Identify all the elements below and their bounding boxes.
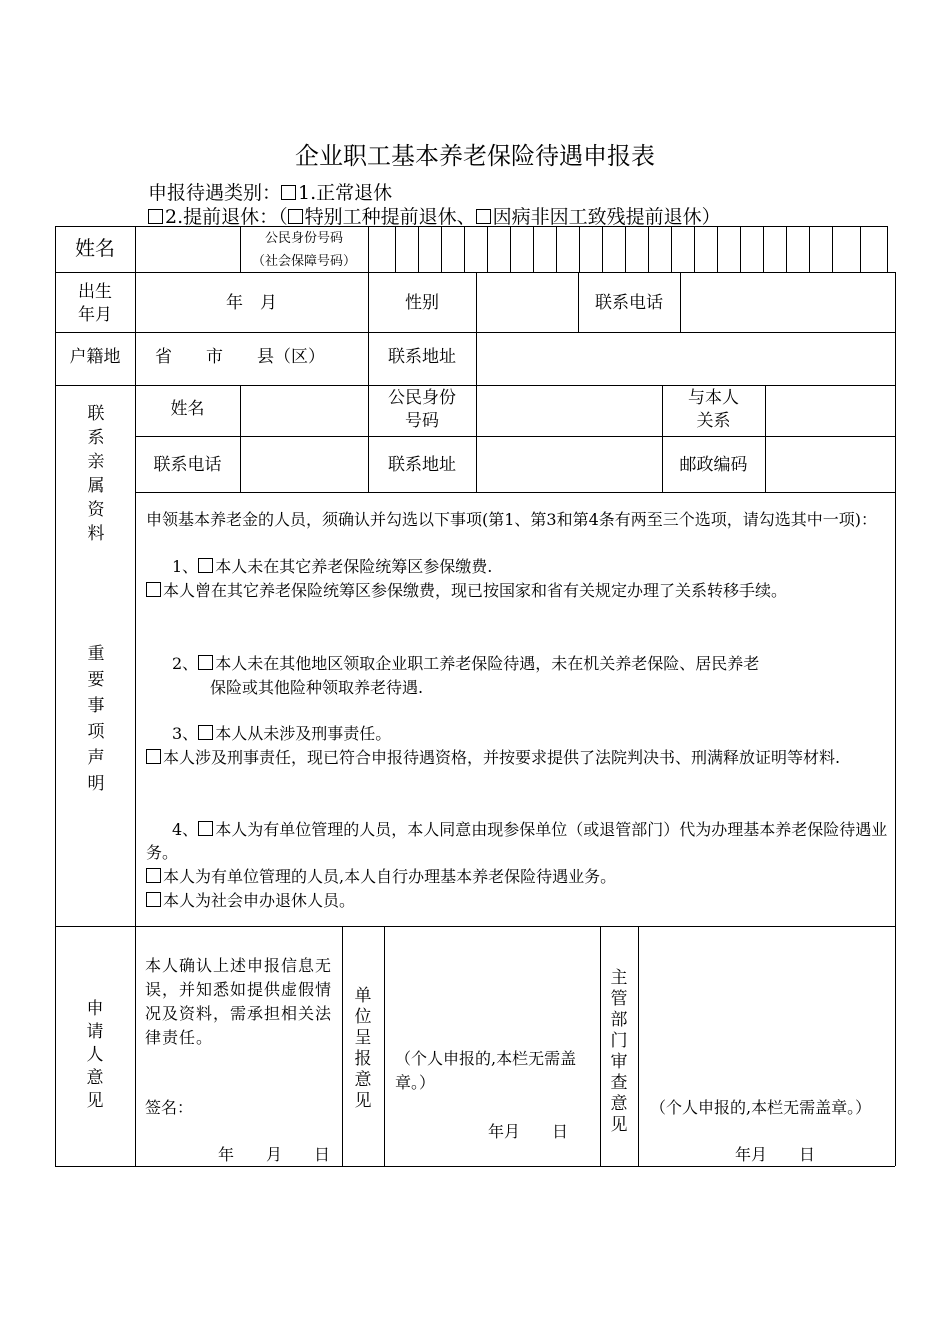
applicant-opinion-label: 申请人意见: [86, 999, 104, 1111]
name-input[interactable]: [136, 227, 239, 271]
checkbox-item-1b[interactable]: [146, 582, 161, 597]
relationship-label-1: 与本人: [688, 388, 739, 408]
contact-address-label: 联系地址: [388, 347, 456, 367]
item-2a-text: 本人未在其他地区领取企业职工养老保险待遇，未在机关养老保险、居民养老: [215, 654, 760, 673]
id-number-input[interactable]: [369, 227, 887, 271]
relative-id-label-2: 号码: [405, 411, 439, 431]
huji-label: 户籍地: [69, 347, 121, 367]
relative-address-input[interactable]: [477, 437, 661, 491]
item-1b-text: 本人曾在其它养老保险统筹区参保缴费，现已按国家和省有关规定办理了关系转移手续。: [163, 581, 788, 600]
item-3-number: 3、: [172, 724, 199, 743]
dept-date: 年月 日: [735, 1145, 816, 1164]
contact-address-input[interactable]: [477, 333, 894, 384]
postcode-label: 邮政编码: [679, 455, 748, 475]
item-4b: [146, 865, 616, 888]
item-2b-text: 保险或其他险种领取养老待遇.: [210, 678, 424, 697]
category-line-1: [148, 178, 392, 205]
applicant-date: 年 月 日: [218, 1145, 331, 1164]
relative-address-label: 联系地址: [388, 455, 456, 475]
name-label: 姓名: [75, 236, 115, 260]
checkbox-special-work[interactable]: [288, 209, 303, 224]
checkbox-item-4a[interactable]: [198, 821, 213, 836]
phone-label: 联系电话: [595, 293, 663, 313]
unit-note: （个人申报的,本栏无需盖章。）: [395, 1049, 577, 1092]
checkbox-early-retirement[interactable]: [148, 209, 163, 224]
unit-opinion-label: 单位呈报意见: [354, 986, 372, 1111]
birth-label-1: 出生: [78, 282, 112, 302]
phone-input[interactable]: [681, 273, 894, 331]
option-early-retirement: 2.提前退休：（: [165, 206, 288, 228]
item-4a-text: 本人为有单位管理的人员，本人同意由现参保单位（或退管部门）代为办理基本养老保险待遇业务。: [146, 820, 888, 862]
item-3b: [146, 746, 888, 769]
option-special-work: 特别工种提前退休、: [304, 206, 476, 228]
item-1a-text: 本人未在其它养老保险统筹区参保缴费.: [215, 557, 493, 576]
social-security-label: （社会保障号码）: [251, 254, 356, 269]
option-normal-retirement: 1.正常退休: [298, 182, 393, 204]
item-1a: [172, 555, 492, 578]
relationship-input[interactable]: [766, 386, 894, 435]
declaration-intro: 申领基本养老金的人员，须确认并勾选以下事项(第1、第3和第4条有两至三个选项，请勾选其中一项)：: [146, 510, 878, 529]
checkbox-item-4b[interactable]: [146, 868, 161, 883]
postcode-input[interactable]: [766, 437, 894, 491]
option-illness: 因病非因工致残提前退休）: [492, 206, 721, 228]
checkbox-item-3a[interactable]: [198, 725, 213, 740]
checkbox-item-2[interactable]: [198, 655, 213, 670]
id-number-label: 公民身份号码: [264, 231, 343, 246]
checkbox-item-1a[interactable]: [198, 558, 213, 573]
gender-input[interactable]: [477, 273, 577, 331]
checkbox-illness[interactable]: [476, 209, 491, 224]
declaration-label: 重要事项声明: [87, 644, 105, 794]
relative-phone-label: 联系电话: [153, 455, 222, 475]
item-1b: [146, 579, 888, 602]
item-4a: [146, 818, 888, 864]
relatives-label: 联系亲属资料: [87, 404, 105, 544]
item-3b-text: 本人涉及刑事责任，现已符合申报待遇资格，并按要求提供了法院判决书、刑满释放证明等材料.: [163, 748, 841, 767]
relative-phone-input[interactable]: [241, 437, 367, 491]
item-4-number: 4、: [172, 820, 199, 839]
unit-date: 年月 日: [488, 1122, 569, 1141]
relative-name-label: 姓名: [170, 399, 205, 419]
item-3a: [172, 722, 391, 745]
item-2-number: 2、: [172, 654, 199, 673]
item-4c: [146, 889, 355, 912]
item-2: [172, 652, 888, 675]
signature-label[interactable]: 签名：: [145, 1098, 194, 1117]
checkbox-item-4c[interactable]: [146, 892, 161, 907]
applicant-statement: 本人确认上述申报信息无误，并知悉如提供虚假情况及资料，需承担相关法律责任。: [145, 956, 333, 1047]
checkbox-normal-retirement[interactable]: [281, 185, 296, 200]
relative-name-input[interactable]: [241, 386, 367, 435]
relationship-label-2: 关系: [696, 411, 731, 431]
item-4b-text: 本人为有单位管理的人员,本人自行办理基本养老保险待遇业务。: [163, 867, 617, 886]
relative-id-input[interactable]: [477, 386, 661, 435]
dept-opinion-label: 主管部门审查意见: [610, 968, 628, 1135]
birth-label-2: 年月: [78, 305, 112, 325]
item-1-number: 1、: [172, 557, 199, 576]
page-title: 企业职工基本养老保险待遇申报表: [295, 142, 655, 170]
birth-year-month-input[interactable]: 年 月: [226, 293, 277, 313]
dept-note: （个人申报的,本栏无需盖章。）: [650, 1098, 872, 1117]
huji-address-input[interactable]: 省 市 县（区）: [155, 347, 325, 367]
category-line-2: [148, 202, 721, 229]
category-label: 申报待遇类别：: [148, 182, 282, 204]
relative-id-label-1: 公民身份: [388, 388, 456, 408]
item-4c-text: 本人为社会申办退休人员。: [163, 891, 356, 910]
gender-label: 性别: [405, 293, 439, 313]
item-3a-text: 本人从未涉及刑事责任。: [215, 724, 392, 743]
checkbox-item-3b[interactable]: [146, 749, 161, 764]
